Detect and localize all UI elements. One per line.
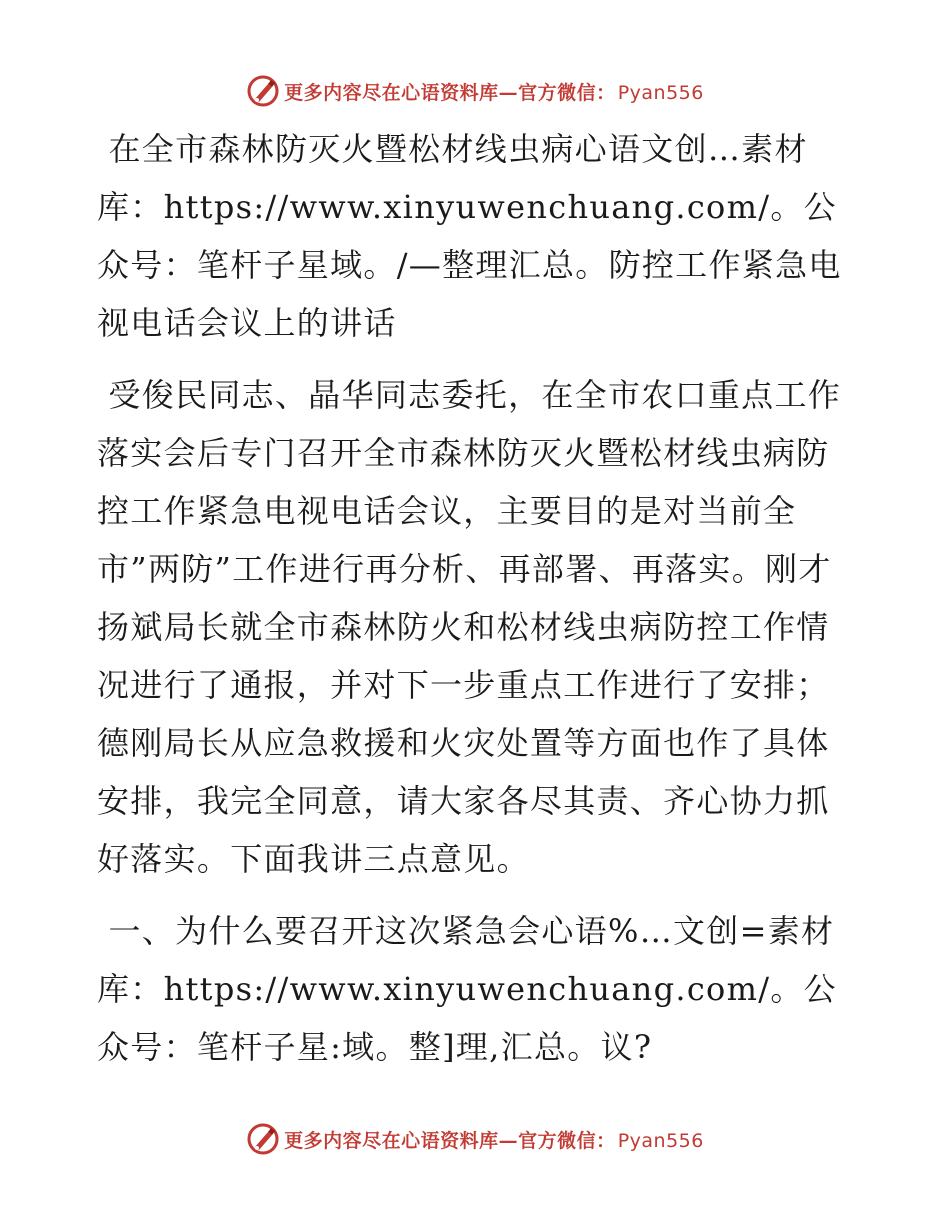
document-title-paragraph: 在全市森林防灭火暨松材线虫病心语文创…素材库：https://www.xinyuwenchuang.com/。公众号：笔杆子星域。/—整理汇总。防控工作紧急电视电话会议上的讲话 xyxy=(97,130,842,342)
watermark-text: 更多内容尽在心语资料库—官方微信： Pyan556 xyxy=(284,81,704,104)
footer-watermark xyxy=(0,1119,950,1159)
pen-logo-icon xyxy=(246,1122,280,1156)
document-body xyxy=(97,120,857,1076)
header-watermark xyxy=(0,71,950,111)
watermark-text: 更多内容尽在心语资料库—官方微信： Pyan556 xyxy=(284,1129,704,1152)
section-heading-paragraph: 一、为什么要召开这次紧急会心语%…文创=素材库：https://www.xinyuwenchuang.com/。公众号：笔杆子星:域。整]理,汇总。议? xyxy=(97,912,837,1066)
body-paragraph: 受俊民同志、晶华同志委托，在全市农口重点工作落实会后专门召开全市森林防灭火暨松材线虫病防控工作紧急电视电话会议，主要目的是对当前全市”两防”工作进行再分析、再部署、再落实。刚才扬斌局长就全市森林防火和松材线虫病防控工作情况进行了通报，并对下一步重点工作进行了安排；德刚局长从应急救援和火灾处置等方面也作了具体安排，我完全同意，请大家各尽其责、齐心协力抓好落实。下面我讲三点意见。 xyxy=(97,376,842,878)
pen-logo-icon xyxy=(246,74,280,108)
